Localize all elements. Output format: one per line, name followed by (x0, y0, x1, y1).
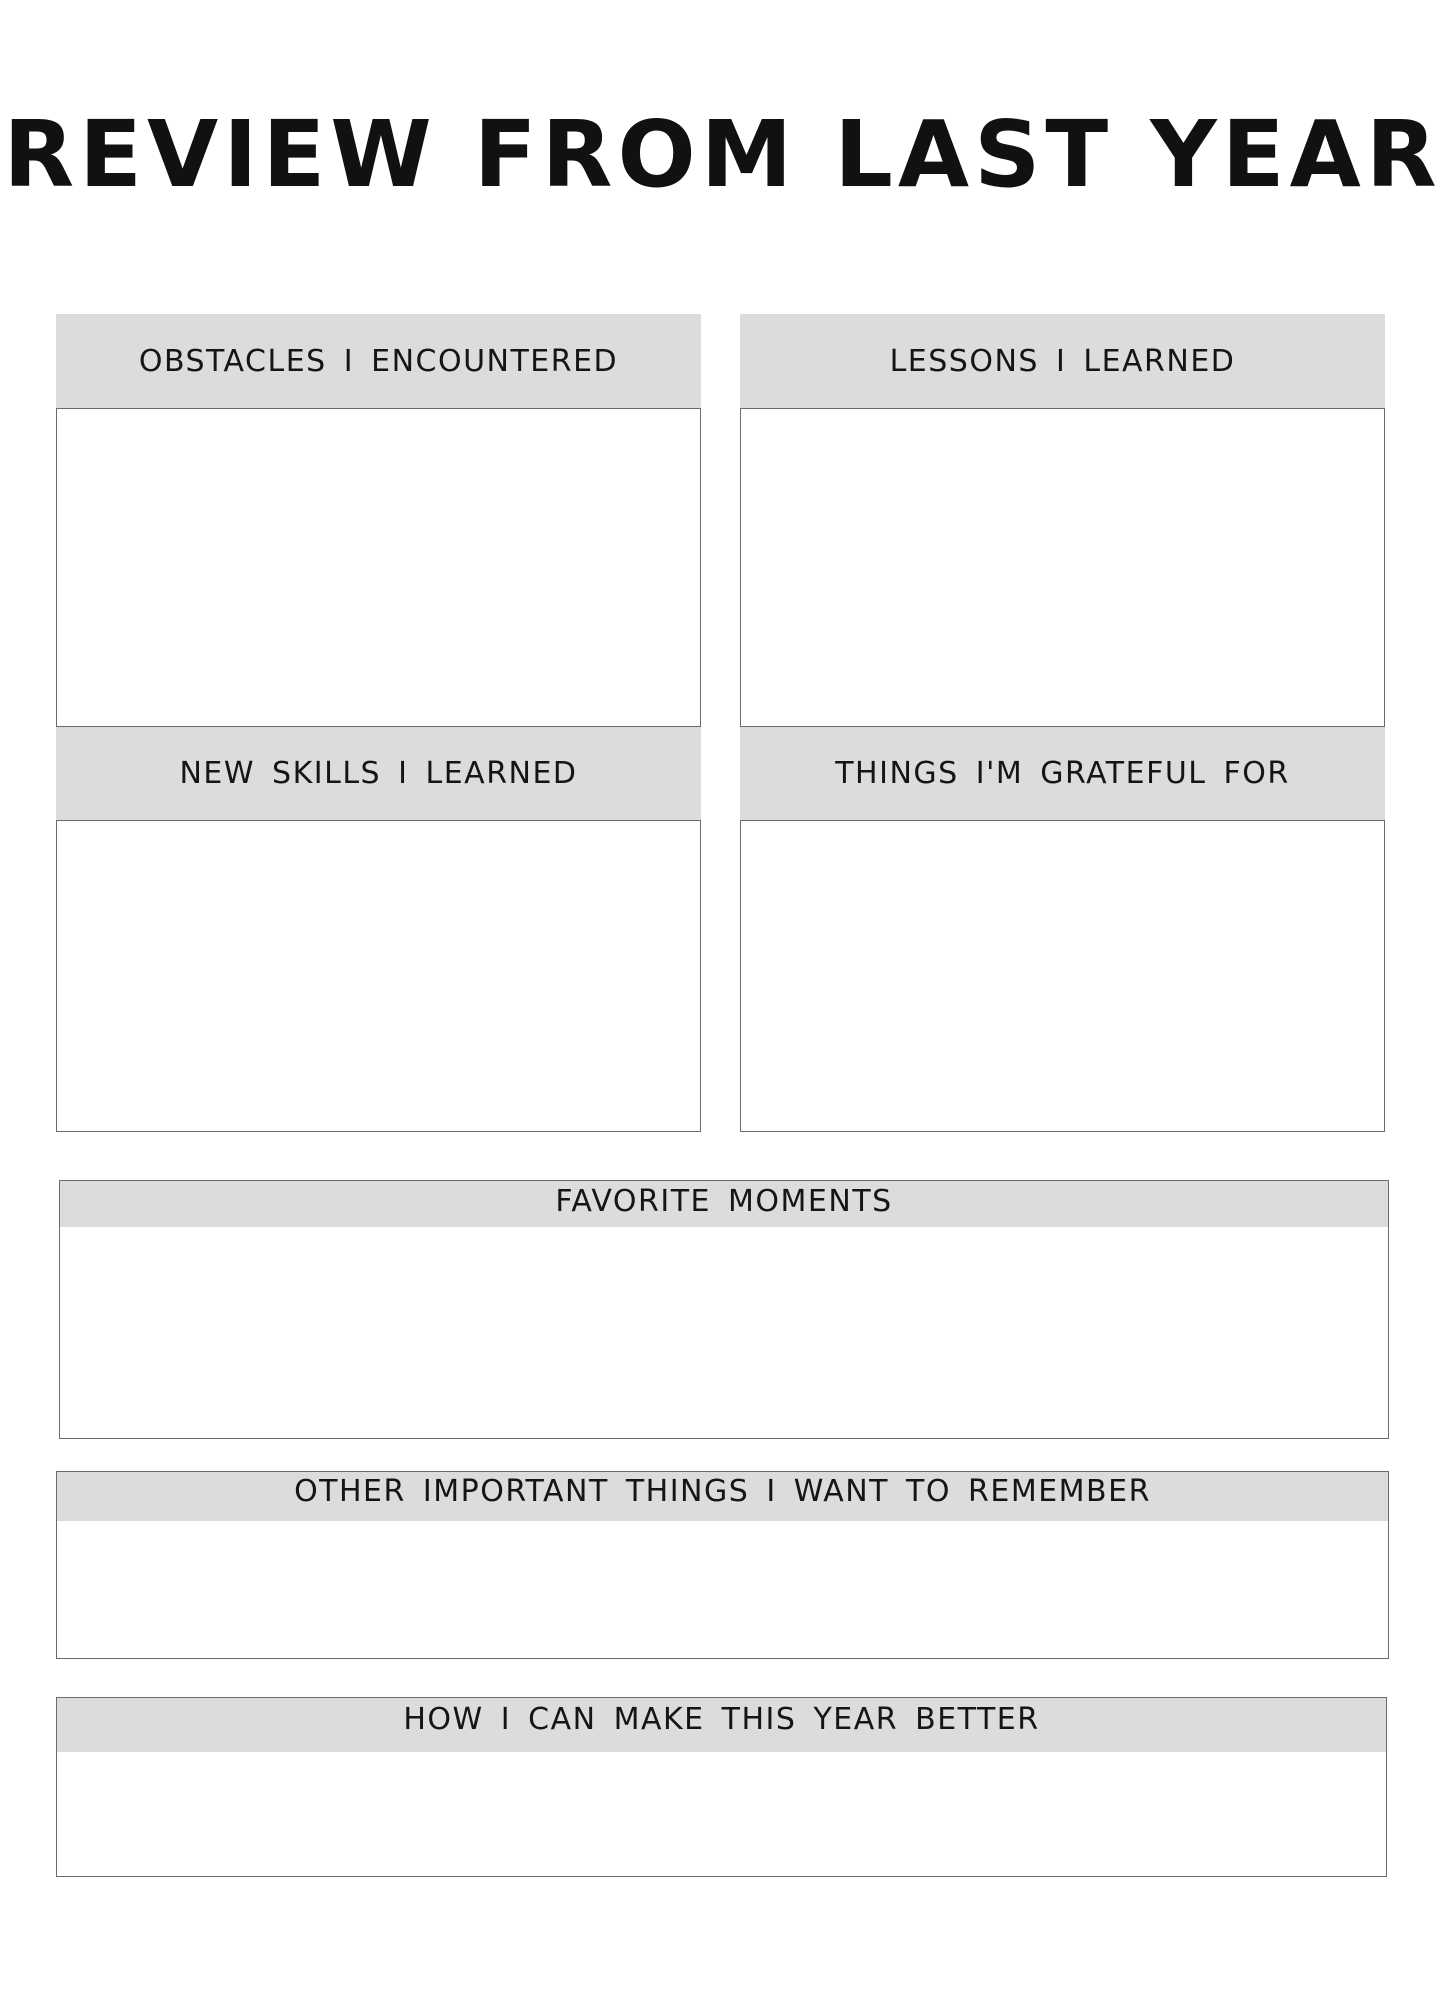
moments-header: FAVORITE MOMENTS (60, 1181, 1388, 1227)
remember-panel (56, 1471, 1389, 1659)
remember-writing-area[interactable] (57, 1521, 1388, 1658)
grateful-header: THINGS I'M GRATEFUL FOR (740, 727, 1385, 820)
better-writing-area[interactable] (57, 1752, 1386, 1876)
lessons-panel (740, 314, 1385, 727)
better-header: HOW I CAN MAKE THIS YEAR BETTER (57, 1698, 1386, 1752)
obstacles-header: OBSTACLES I ENCOUNTERED (56, 314, 701, 408)
lessons-writing-area[interactable] (740, 408, 1385, 727)
moments-writing-area[interactable] (60, 1227, 1388, 1438)
obstacles-panel (56, 314, 701, 727)
better-panel (56, 1697, 1387, 1877)
skills-header: NEW SKILLS I LEARNED (56, 727, 701, 820)
grateful-writing-area[interactable] (740, 820, 1385, 1132)
remember-header: OTHER IMPORTANT THINGS I WANT TO REMEMBER (57, 1472, 1388, 1521)
page-title: REVIEW FROM LAST YEAR (3, 101, 1442, 208)
grateful-panel (740, 727, 1385, 1132)
skills-panel (56, 727, 701, 1132)
skills-writing-area[interactable] (56, 820, 701, 1132)
obstacles-writing-area[interactable] (56, 408, 701, 727)
moments-panel (59, 1180, 1389, 1439)
lessons-header: LESSONS I LEARNED (740, 314, 1385, 408)
